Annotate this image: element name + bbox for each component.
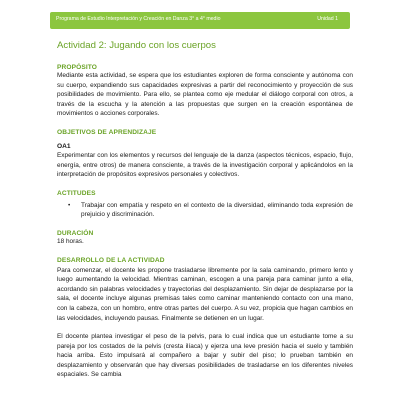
objetivos-text [57,151,353,180]
proposito-heading: PROPÓSITO [57,64,97,71]
actitudes-line: Trabajar con empatía y respeto en el contexto de la diversidad, eliminando toda expresión de [81,201,353,209]
proposito-line: movimientos o acciones corporales. [57,110,160,118]
bullet-icon: • [68,201,71,209]
desarrollo-line: las velocidades, incluyendo pausas. Finalmente se detienen en un lugar. [57,314,264,322]
desarrollo-paragraph-1 [57,266,353,324]
desarrollo-line: observarán que hay diversas posibilidades de trasladarse en los diferentes niveles espaciales. Se cambia [57,361,354,379]
header-unit: Unidad 1 [317,16,338,22]
proposito-line: Mediante esta actividad, se espera que los estudiantes exploren de forma consciente y autónoma con [57,72,353,79]
desarrollo-line: luego aumentando la velocidad. Mientras caminan, escogen a una pareja para caminar junto a ella, [57,276,353,284]
proposito-line: su cuerpo, expandiendo sus capacidades expresivas a partir del reconocimiento y proyección de sus [57,81,353,89]
desarrollo-line: con la cabeza, con un hombro, entre otras partes del cuerpo. A su vez, propicia que hagan cambios en [57,304,353,312]
objetivos-line: energía, entre otros) de manera consciente, a través de la investigación corporal y aplicándolos en la [57,161,353,169]
actitudes-line: prejuicio y discriminación. [81,211,155,219]
proposito-line: través de la escucha y la atención a las propuestas que surgen en la creación espontánea de [57,100,353,108]
objetivos-line: Experimentar con los elementos y recursos del lenguaje de la danza (aspectos técnicos, espacio, flujo, [57,151,353,159]
desarrollo-line: arriba. Esto impulsará al compañero a bajar y subir del piso; lo prueban también en desplazamiento y [57,352,353,369]
actitudes-text [81,201,353,220]
desarrollo-line: por los costados de la pelvis (cresta ilíaca) y ejerza una leve presión hacia el suelo y también hacia [57,342,353,360]
duracion-value: 18 horas. [57,237,84,245]
objetivos-line: interpretación de propósitos expresivos personales y colectivos. [57,171,240,179]
desarrollo-line: acordando sin palabras velocidades y trayectorias del desplazamiento. Sin dejar de desplazarse por la [57,285,353,293]
header-title: Programa de Estudio Interpretación y Creación en Danza 3° a 4° medio [56,16,221,22]
actitudes-heading: ACTITUDES [57,189,96,197]
desarrollo-paragraph-2 [57,332,353,380]
proposito-line: posibilidades de movimiento. Para ello, se plantea como eje medular el diálogo corporal con otros, a [57,91,353,99]
desarrollo-line: El docente plantea investigar el peso de la pelvis, para lo cual indica que un estudiante tome a su pareja [57,333,353,350]
duracion-heading: DURACIÓN [57,229,94,237]
oa-code: OA1 [57,142,71,150]
activity-title: Actividad 2: Jugando con los cuerpos [57,40,216,51]
header-bar [50,12,350,29]
proposito-text [57,71,353,119]
desarrollo-line: Para comenzar, el docente les propone trasladarse libremente por la sala caminando, primero lento y [57,266,353,274]
desarrollo-heading: DESARROLLO DE LA ACTIVIDAD [57,256,165,264]
document-content [57,40,353,380]
actitudes-item [57,201,353,220]
desarrollo-line: sala, el docente incluye algunas premisas tales como caminar manteniendo contacto con una mano, [57,295,353,303]
objetivos-heading: OBJETIVOS DE APRENDIZAJE [57,128,157,136]
